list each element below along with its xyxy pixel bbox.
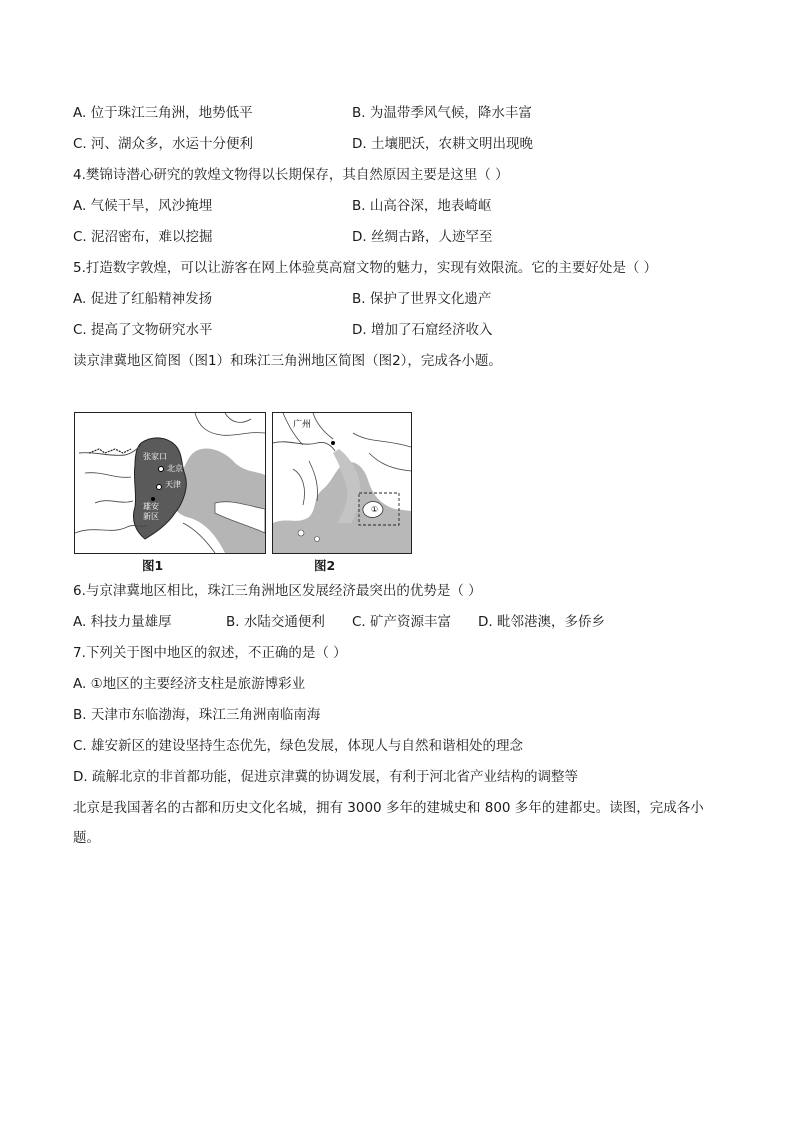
q5-option-d: D. 增加了石窟经济收入 (352, 322, 493, 338)
jingjinji-map-graphic (75, 413, 265, 553)
figure2-caption: 图2 (314, 558, 336, 573)
q5-option-c: C. 提高了文物研究水平 (73, 322, 213, 338)
q6-option-b: B. 水陆交通便利 (226, 614, 325, 630)
label-region-1: ① (371, 505, 379, 514)
q6-stem: 6.与京津冀地区相比，珠江三角洲地区发展经济最突出的优势是（ ） (73, 583, 482, 599)
q7-option-c: C. 雄安新区的建设坚持生态优先，绿色发展，体现人与自然和谐相处的理念 (73, 738, 524, 754)
q3-option-c: C. 河、湖众多，水运十分便利 (73, 136, 254, 152)
q5-option-a: A. 促进了红船精神发扬 (73, 291, 213, 307)
q4-stem: 4.樊锦诗潜心研究的敦煌文物得以长期保存，其自然原因主要是这里（ ） (73, 167, 509, 183)
q7-option-d: D. 疏解北京的非首都功能，促进京津冀的协调发展，有利于河北省产业结构的调整等 (73, 769, 578, 785)
q5-stem: 5.打造数字敦煌，可以让游客在网上体验莫高窟文物的魅力，实现有效限流。它的主要好处是（ ） (73, 260, 658, 276)
beijing-intro: 北京是我国著名的古都和历史文化名城，拥有 3000 多年的建城史和 800 多年的建都史。读图，完成各小题。 (73, 800, 704, 846)
label-beijing: 北京 (167, 464, 183, 473)
q6-option-a: A. 科技力量雄厚 (73, 614, 172, 630)
q4-option-b: B. 山高谷深，地表崎岖 (352, 198, 492, 214)
pearl-river-delta-map-graphic (273, 413, 411, 553)
q4-option-d: D. 丝绸古路，人迹罕至 (352, 229, 493, 245)
label-zhangjiakou: 张家口 (143, 452, 167, 461)
maps-intro: 读京津冀地区简图（图1）和珠江三角洲地区简图（图2），完成各小题。 (73, 353, 502, 369)
figure2-map (272, 412, 412, 554)
q7-option-a: A. ①地区的主要经济支柱是旅游博彩业 (73, 676, 306, 692)
label-xinqu: 新区 (143, 512, 159, 521)
q7-stem: 7.下列关于图中地区的叙述，不正确的是（ ） (73, 645, 347, 661)
q7-option-b: B. 天津市东临渤海，珠江三角洲南临南海 (73, 707, 321, 723)
q6-option-d: D. 毗邻港澳，多侨乡 (478, 614, 605, 630)
label-tianjin: 天津 (165, 480, 181, 489)
q3-option-d: D. 土壤肥沃，农耕文明出现晚 (352, 136, 533, 152)
q4-option-a: A. 气候干旱，风沙掩埋 (73, 198, 213, 214)
q4-option-c: C. 泥沼密布，难以挖掘 (73, 229, 213, 245)
q3-option-b: B. 为温带季风气候，降水丰富 (352, 105, 532, 121)
label-guangzhou: 广州 (293, 420, 312, 430)
figure1-caption: 图1 (142, 558, 164, 573)
q5-option-b: B. 保护了世界文化遗产 (352, 291, 492, 307)
q6-option-c: C. 矿产资源丰富 (352, 614, 452, 630)
label-xiongan: 雄安 (143, 502, 159, 511)
figure1-map (74, 412, 266, 554)
q3-option-a: A. 位于珠江三角洲，地势低平 (73, 105, 253, 121)
